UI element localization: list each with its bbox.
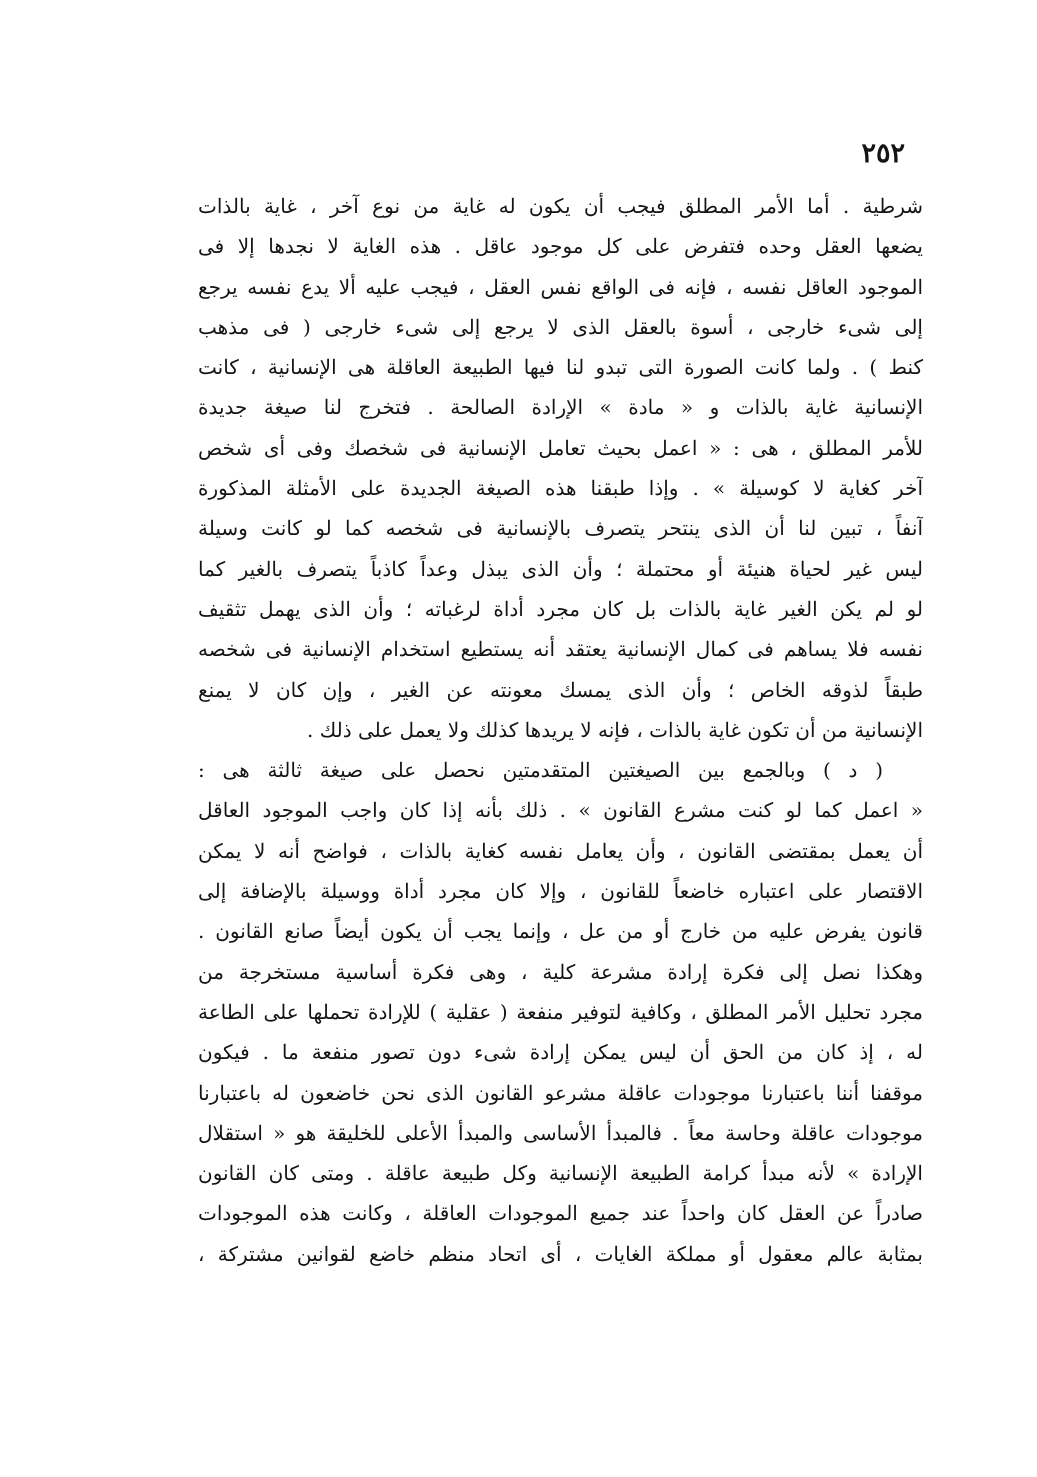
text-line: الإرادة » لأنه مبدأ كرامة الطبيعة الإنسانية وكل طبيعة عاقلة . ومتى كان القانون xyxy=(198,1161,923,1186)
text-line: نفسه فلا يساهم فى كمال الإنسانية يعتقد أنه يستطيع استخدام الإنسانية فى شخصه xyxy=(198,637,923,662)
text-body xyxy=(198,186,923,1274)
text-line: أن يعمل بمقتضى القانون ، وأن يعامل نفسه كغاية بالذات ، فواضح أنه لا يمكن xyxy=(198,838,923,863)
text-line: قانون يفرض عليه من خارج أو من عل ، وإنما يجب أن يكون أيضاً صانع القانون . xyxy=(198,919,923,944)
text-line: إلى شىء خارجى ، أسوة بالعقل الذى لا يرجع إلى شىء خارجى ( فى مذهب xyxy=(198,314,923,339)
text-line: طبقاً لذوقه الخاص ؛ وأن الذى يمسك معونته عن الغير ، وإن كان لا يمنع xyxy=(198,677,923,702)
text-line: الموجود العاقل نفسه ، فإنه فى الواقع نفس العقل ، فيجب عليه ألا يدع نفسه يرجع xyxy=(198,274,923,299)
text-line: له ، إذ كان من الحق أن ليس يمكن إرادة شىء دون تصور منفعة ما . فيكون xyxy=(198,1040,923,1065)
text-line: مجرد تحليل الأمر المطلق ، وكافية لتوفير منفعة ( عقلية ) للإرادة تحملها على الطاعة xyxy=(198,999,923,1024)
text-line: الإنسانية غاية بالذات و « مادة » الإرادة الصالحة . فتخرج لنا صيغة جديدة xyxy=(198,395,923,420)
text-line: ليس غير لحياة هنيئة أو محتملة ؛ وأن الذى يبذل وعداً كاذباً يتصرف بالغير كما xyxy=(198,556,923,581)
section-heading-line: ( د ) وبالجمع بين الصيغتين المتقدمتين نحصل على صيغة ثالثة هى : xyxy=(198,758,883,783)
text-line: موجودات عاقلة وحاسة معاً . فالمبدأ الأساسى والمبدأ الأعلى للخليقة هو « استقلال xyxy=(198,1120,923,1145)
text-line: بمثابة عالم معقول أو مملكة الغايات ، أى اتحاد منظم خاضع لقوانين مشتركة ، xyxy=(198,1241,923,1266)
text-line: يضعها العقل وحده فتفرض على كل موجود عاقل . هذه الغاية لا نجدها إلا فى xyxy=(198,234,923,259)
text-line: صادراً عن العقل كان واحداً عند جميع الموجودات العاقلة ، وكانت هذه الموجودات xyxy=(198,1201,923,1226)
text-line: « اعمل كما لو كنت مشرع القانون » . ذلك بأنه إذا كان واجب الموجود العاقل xyxy=(198,798,923,823)
text-line: كنط ) . ولما كانت الصورة التى تبدو لنا فيها الطبيعة العاقلة هى الإنسانية ، كانت xyxy=(198,355,923,380)
text-line: شرطية . أما الأمر المطلق فيجب أن يكون له غاية من نوع آخر ، غاية بالذات xyxy=(198,194,923,218)
text-line: موقفنا أننا باعتبارنا موجودات عاقلة مشرعو القانون الذى نحن خاضعون له باعتبارنا xyxy=(198,1080,923,1105)
text-line: الاقتصار على اعتباره خاضعاً للقانون ، وإلا كان مجرد أداة ووسيلة بالإضافة إلى xyxy=(198,879,923,904)
text-line: آخر كغاية لا كوسيلة » . وإذا طبقنا هذه الصيغة الجديدة على الأمثلة المذكورة xyxy=(198,476,923,501)
paragraph-end-line: الإنسانية من أن تكون غاية بالذات ، فإنه لا يريدها كذلك ولا يعمل على ذلك . xyxy=(307,717,923,742)
text-line: للأمر المطلق ، هى : « اعمل بحيث تعامل الإنسانية فى شخصك وفى أى شخص xyxy=(198,435,923,460)
text-line: لو لم يكن الغير غاية بالذات بل كان مجرد أداة لرغباته ؛ وأن الذى يهمل تثقيف xyxy=(198,596,923,621)
text-line: آنفاً ، تبين لنا أن الذى ينتحر يتصرف بالإنسانية فى شخصه كما لو كانت وسيلة xyxy=(198,516,923,541)
text-line: وهكذا نصل إلى فكرة إرادة مشرعة كلية ، وهى فكرة أساسية مستخرجة من xyxy=(198,959,923,984)
page-number: ٢٥٢ xyxy=(861,138,905,169)
